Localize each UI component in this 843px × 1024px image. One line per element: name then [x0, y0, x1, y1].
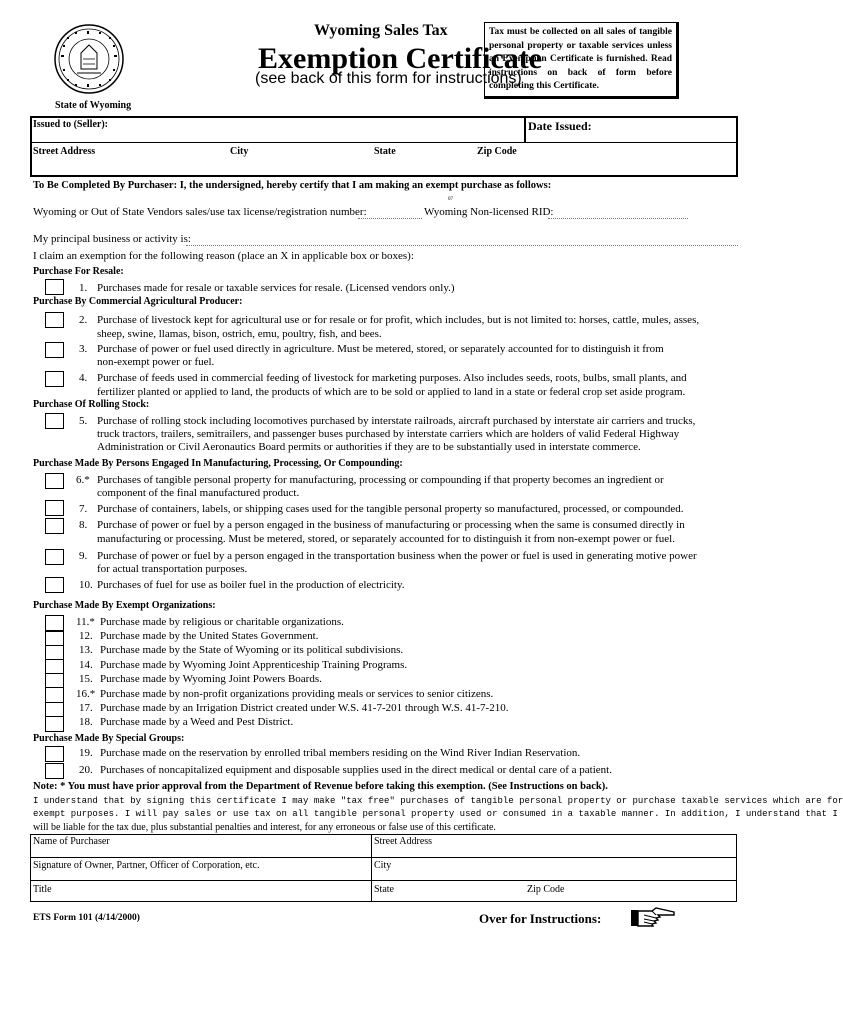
checkbox-item-16[interactable] — [45, 687, 64, 703]
checkbox-item-1[interactable] — [45, 279, 64, 295]
item-text-cont: component of the final manufactured product. — [97, 487, 300, 499]
item-text: Purchase made by non-profit organizations providing meals or services to senior citizens. — [100, 688, 494, 700]
section-title-resale: Purchase For Resale: — [33, 266, 124, 277]
item-num: 19. — [79, 747, 93, 759]
item-num: 16.* — [76, 688, 96, 700]
purchaser-state-field[interactable]: State — [374, 884, 394, 895]
business-label: My principal business or activity is: — [33, 233, 191, 245]
item-num: 12. — [79, 630, 93, 642]
item-num: 6.* — [76, 474, 90, 486]
title-field[interactable]: Title — [33, 884, 52, 895]
form-title-line1: Wyoming Sales Tax — [314, 22, 448, 39]
item-text: Purchase of power or fuel used directly in agriculture. Must be metered, stored, or separately accounted for to distinguish it from — [97, 343, 664, 355]
state-label: State of Wyoming — [55, 100, 132, 111]
section-title-rolling-stock: Purchase Of Rolling Stock: — [33, 399, 150, 410]
pointing-hand-icon — [630, 906, 676, 930]
purchaser-street-field[interactable]: Street Address — [374, 836, 433, 847]
item-text: Purchase made by Wyoming Joint Powers Boards. — [100, 673, 322, 685]
item-num: 5. — [79, 415, 88, 427]
item-text: Purchases made for resale or taxable services for resale. (Licensed vendors only.) — [97, 282, 455, 294]
license-input[interactable] — [358, 218, 422, 219]
checkbox-item-9[interactable] — [45, 549, 64, 565]
notice-box — [484, 22, 679, 99]
item-text-cont: fertilizer planted or applied to land, the products of which are to be sold or applied to land in a state or federal crop set aside program. — [97, 386, 686, 398]
sig-divider-h2 — [30, 880, 737, 881]
state-seal-icon — [53, 23, 125, 95]
understand-line3: will be liable for the tax due, plus substantial penalties and interest, for any erroneous or false use of this certificate. — [33, 822, 496, 833]
checkbox-item-3[interactable] — [45, 342, 64, 358]
item-text: Purchase of rolling stock including locomotives purchased by interstate railroads, aircraft purchased by interstate air carriers and trucks, — [97, 415, 696, 427]
sig-divider-v — [371, 834, 372, 902]
item-text: Purchase made by Wyoming Joint Apprenticeship Training Programs. — [100, 659, 408, 671]
understand-line2: exempt purposes. I will pay sales or use tax on all tangible personal property used or consumed in a taxable manner. In addition, I understand that I — [33, 809, 838, 819]
checkbox-item-7[interactable] — [45, 500, 64, 516]
item-text: Purchase of feeds used in commercial feeding of livestock for marketing purposes. Also includes seeds, roots, bulbs, small plants, and — [97, 372, 687, 384]
issued-to-label: Issued to (Seller): — [33, 119, 108, 130]
item-num: 2. — [79, 314, 88, 326]
item-num: 1. — [79, 282, 88, 294]
item-text-cont: non-exempt power or fuel. — [97, 356, 215, 368]
item-text-cont: sheep, swine, llamas, bison, ostrich, emu, poultry, fish, and bees. — [97, 328, 382, 340]
purchaser-name-field[interactable]: Name of Purchaser — [33, 836, 110, 847]
checkbox-item-5[interactable] — [45, 413, 64, 429]
section-title-special-groups: Purchase Made By Special Groups: — [33, 733, 185, 744]
item-num: 17. — [79, 702, 93, 714]
item-num: 3. — [79, 343, 88, 355]
item-text-cont: for actual transportation purposes. — [97, 563, 248, 575]
seller-street-label: Street Address — [33, 146, 96, 157]
item-text-cont: truck tractors, trailers, semitrailers, and passenger buses purchased by interstate carriers which are holders of valid Federal Highway — [97, 428, 680, 440]
item-text: Purchase made by religious or charitable organizations. — [100, 616, 344, 628]
checkbox-item-8[interactable] — [45, 518, 64, 534]
checkbox-item-19[interactable] — [45, 746, 64, 762]
checkbox-item-11[interactable] — [45, 615, 64, 631]
form-subtitle: (see back of this form for instructions) — [255, 70, 522, 87]
checkbox-item-10[interactable] — [45, 577, 64, 593]
item-text-cont: Administration or Civil Aeronautics Board permits or authorities if they are to be substantially used in interstate commerce. — [97, 441, 641, 453]
small-mark: 07 — [448, 197, 453, 202]
checkbox-item-6[interactable] — [45, 473, 64, 489]
seller-city-label: City — [230, 146, 249, 157]
item-text-cont: manufacturing or processing. Must be metered, stored, or separately accounted for to distinguish it from non-exempt power or fuel. — [97, 533, 675, 545]
section-title-agricultural: Purchase By Commercial Agricultural Producer: — [33, 296, 243, 307]
item-num: 9. — [79, 550, 88, 562]
item-text: Purchase made by an Irrigation District created under W.S. 41-7-201 through W.S. 41-7-210. — [100, 702, 509, 714]
item-num: 11.* — [76, 616, 95, 628]
section-title-exempt-orgs: Purchase Made By Exempt Organizations: — [33, 600, 216, 611]
checkbox-item-2[interactable] — [45, 312, 64, 328]
license-label: Wyoming or Out of State Vendors sales/use tax license/registration number: — [33, 206, 367, 218]
item-text: Purchases of tangible personal property for manufacturing, processing or compounding if that property becomes an ingredient or — [97, 474, 664, 486]
approval-note: Note: * You must have prior approval from the Department of Revenue before taking this exemption. (See Instructions on back). — [33, 781, 608, 792]
checkbox-item-4[interactable] — [45, 371, 64, 387]
item-num: 15. — [79, 673, 93, 685]
understand-line1: I understand that by signing this certificate I may make "tax free" purchases of tangible personal property or purchase taxable services which are for — [33, 796, 843, 806]
claim-text: I claim an exemption for the following reason (place an X in applicable box or boxes): — [33, 250, 414, 262]
section-title-manufacturing: Purchase Made By Persons Engaged In Manufacturing, Processing, Or Compounding: — [33, 458, 403, 469]
item-num: 4. — [79, 372, 88, 384]
checkbox-item-20[interactable] — [45, 763, 64, 779]
purchaser-zip-field[interactable]: Zip Code — [527, 884, 565, 895]
item-text: Purchases of noncapitalized equipment and disposable supplies used in the direct medical or dental care of a patient. — [100, 764, 612, 776]
item-text: Purchase made by the State of Wyoming or its political subdivisions. — [100, 644, 404, 656]
purchaser-intro: To Be Completed By Purchaser: I, the undersigned, hereby certify that I am making an exempt purchase as follows: — [33, 180, 552, 191]
form-id: ETS Form 101 (4/14/2000) — [33, 913, 140, 923]
sig-divider-h1 — [30, 857, 737, 858]
purchaser-city-field[interactable]: City — [374, 860, 392, 871]
checkbox-item-18[interactable] — [45, 716, 64, 732]
item-num: 10. — [79, 579, 93, 591]
seller-state-label: State — [374, 146, 396, 157]
item-text: Purchase made by a Weed and Pest District. — [100, 716, 294, 728]
date-divider — [524, 116, 526, 143]
item-num: 14. — [79, 659, 93, 671]
rid-input[interactable] — [548, 218, 688, 219]
form-title: Exemption Certificate — [258, 42, 543, 75]
signature-field[interactable]: Signature of Owner, Partner, Officer of Corporation, etc. — [33, 860, 260, 871]
item-text: Purchase of power or fuel by a person engaged in the business of manufacturing or processing when the same is consumed directly in — [97, 519, 685, 531]
item-num: 18. — [79, 716, 93, 728]
item-num: 7. — [79, 503, 88, 515]
item-text: Purchase of containers, labels, or shipping cases used for the tangible personal property so manufactured, processed, or compounded. — [97, 503, 684, 515]
seller-divider — [30, 142, 738, 143]
item-num: 13. — [79, 644, 93, 656]
business-input[interactable] — [186, 245, 738, 246]
date-issued-label: Date Issued: — [528, 119, 592, 133]
rid-label: Wyoming Non-licensed RID: — [424, 206, 554, 218]
item-text: Purchase made on the reservation by enrolled tribal members residing on the Wind River Indian Reservation. — [100, 747, 581, 759]
item-text: Purchase made by the United States Government. — [100, 630, 319, 642]
item-text: Purchases of fuel for use as boiler fuel in the production of electricity. — [97, 579, 405, 591]
item-num: 8. — [79, 519, 88, 531]
notice-text: Tax must be collected on all sales of tangible personal property or taxable services unless an Exemption Certificate is furnished. Read instructions on back of form before completing this Certificate. — [489, 27, 672, 91]
over-instructions: Over for Instructions: — [479, 911, 602, 926]
item-text: Purchase of power or fuel by a person engaged in the transportation business when the power or fuel is used in generating motive power — [97, 550, 697, 562]
seller-zip-label: Zip Code — [477, 146, 517, 157]
item-text: Purchase of livestock kept for agricultural use or for resale or for profit, which includes, but is not limited to: horses, cattle, mules, asses, — [97, 314, 700, 326]
item-num: 20. — [79, 764, 93, 776]
